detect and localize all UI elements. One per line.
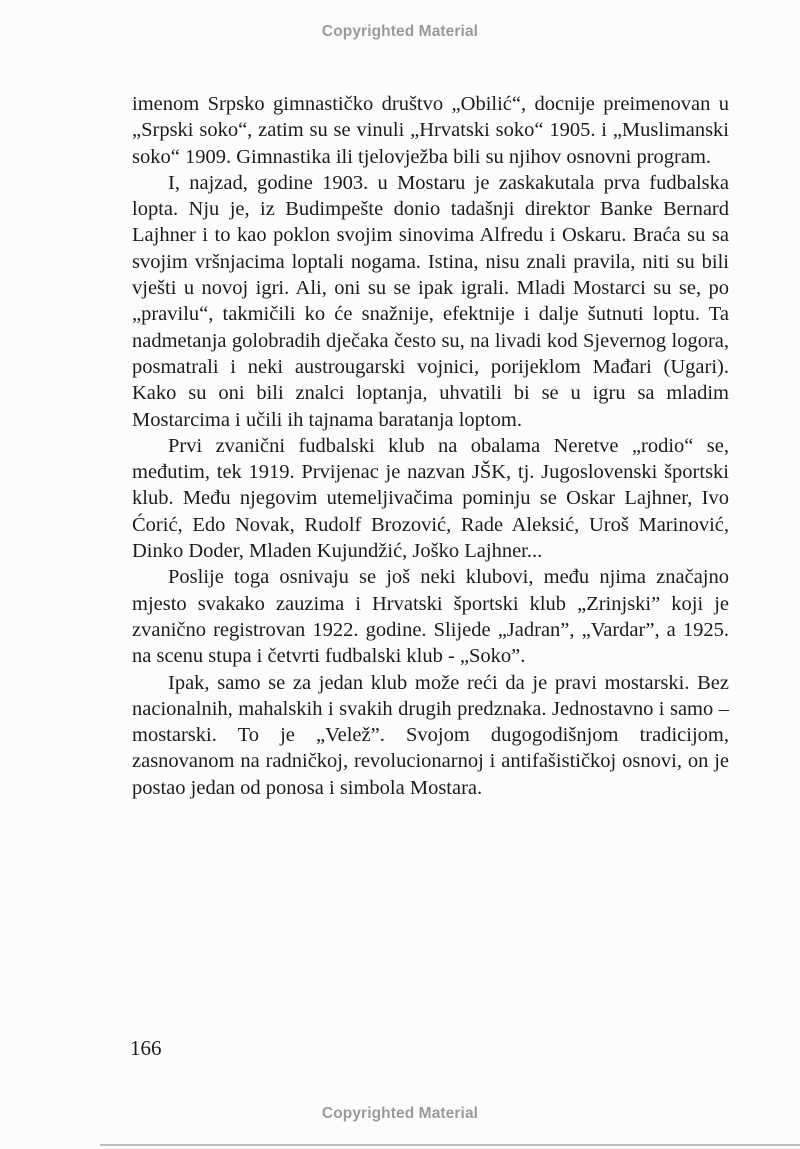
paragraph-first-club: Prvi zvanični fudbalski klub na obalama Neretve „rodio“ se, međutim, tek 1919. Prvijenac je nazvan JŠK, tj. Jugoslovenski športski klub. Među njegovim utemeljivačima pominju se Oskar Lajhner, Ivo Ćorić, Edo Novak, Rudolf Brozović, Rade Aleksić, Uroš Marinović, Dinko Doder, Mladen Kujundžić, Joško Lajhner... <box>132 434 729 563</box>
copyright-watermark-bottom: Copyrighted Material <box>321 1105 479 1122</box>
copyright-watermark-top: Copyrighted Material <box>321 23 479 40</box>
paragraph-other-clubs: Poslije toga osnivaju se još neki klubovi, među njima značajno mjesto svakako zauzima i Hrvatski športski klub „Zrinjski” koji je zvanično registrovan 1922. godine. Slijede „Jadran”, „Vardar”, a 1925. na scenu stupa i četvrti fudbalski klub - „Soko”. <box>132 566 729 668</box>
paragraph-velez: Ipak, samo se za jedan klub može reći da je pravi mostarski. Bez nacionalnih, mahalskih i svakih drugih predznaka. Jednostavno i samo – mostarski. To je „Velež”. Svojom dugogodišnjom tradicijom, zasnovanom na radničkoj, revolucionarnoj i antifašističkoj osnovi, on je postao jedan od ponosa i simbola Mostara. <box>132 671 729 799</box>
bottom-divider <box>100 1144 800 1146</box>
page-number: 166 <box>130 1036 162 1060</box>
paragraph-first-football: I, najzad, godine 1903. u Mostaru je zaskakutala prva fudbalska lopta. Nju je, iz Budimpešte donio tadašnji direktor Banke Bernard Lajhner i to kao poklon svojim sinovima Alfredu i Oskaru. Braća su sa svojim vršnjacima loptali nogama. Istina, nisu znali pravila, niti su bili vješti u novoj igri. Ali, oni su se ipak igrali. Mladi Mostarci su se, po „pravilu“, takmičili ko će snažnije, efektnije i dalje šutnuti loptu. Ta nadmetanja golobradih dječaka često su, na livadi kod Sjevernog logora, posmatrali i neki austrougarski vojnici, porijeklom Mađari (Ugari). Kako su oni bili znalci loptanja, uhvatili bi se u igru sa mladim Mostarcima i učili ih tajnama baratanja loptom. <box>132 171 729 431</box>
page-body-text <box>132 91 729 801</box>
paragraph-continuation: imenom Srpsko gimnastičko društvo „Obilić“, docnije preimenovan u „Srpski soko“, zatim su se vinuli „Hrvatski soko“ 1905. i „Muslimanski soko“ 1909. Gimnastika ili tjelovježba bili su njihov osnovni program. <box>132 93 729 168</box>
